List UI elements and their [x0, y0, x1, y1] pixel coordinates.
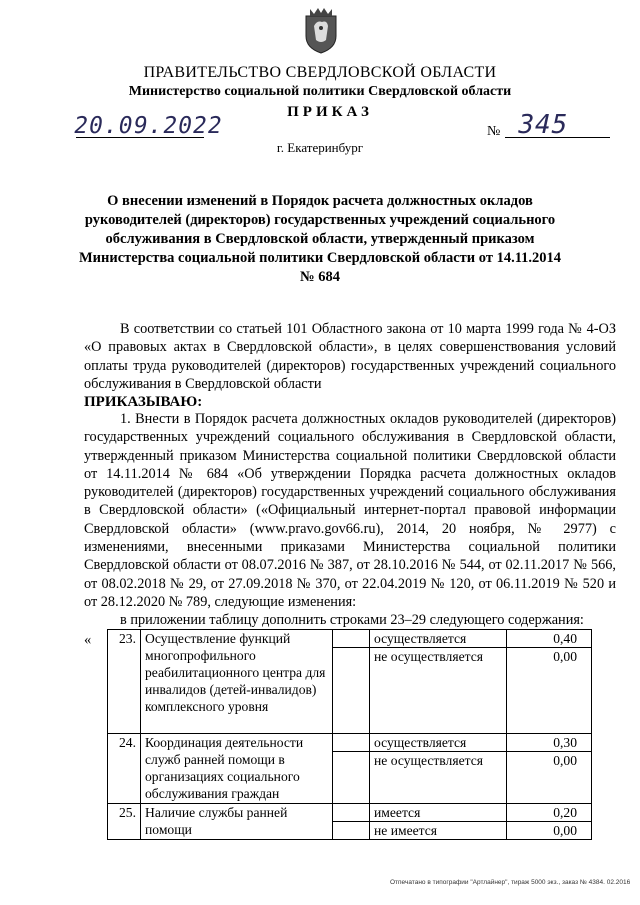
row-coefficient: 0,00	[507, 752, 592, 804]
row-coefficient: 0,00	[507, 648, 592, 734]
order-number: 345	[514, 110, 572, 140]
blank-cell	[333, 804, 370, 822]
blank-cell	[333, 648, 370, 734]
government-title: ПРАВИТЕЛЬСТВО СВЕРДЛОВСКОЙ ОБЛАСТИ	[143, 64, 497, 81]
blank-cell	[333, 822, 370, 840]
row-number: 24.	[108, 734, 141, 804]
opening-quote: «	[84, 632, 92, 648]
row-description: Наличие службы ранней помощи	[141, 804, 333, 840]
table-row	[108, 734, 592, 752]
number-sign: №	[487, 124, 501, 139]
intro-paragraph: В соответствии со статьей 101 Областного закона от 10 марта 1999 года № 4-ОЗ «О правовых актах в Свердловской области», в целях совершенствования условий оплаты труда руководителей (директоров) государственных учреждений социального обслуживания в Свердловской области	[84, 321, 616, 392]
ministry-name: Министерство социальной политики Свердловской области	[128, 84, 512, 99]
row-description: Осуществление функций многопрофильного реабилитационного центра для инвалидов (детей-инвалидов) комплексного уровня	[141, 630, 333, 734]
print-footer: Отпечатано в типографии "Артлайнер", тираж 5000 экз., заказ № 4384. 02.2016	[390, 879, 631, 886]
row-number: 25.	[108, 804, 141, 840]
row-status: осуществляется	[370, 630, 507, 648]
city: г. Екатеринбург	[276, 140, 364, 155]
row-status: не имеется	[370, 822, 507, 840]
prikazyvayu-heading: ПРИКАЗЫВАЮ:	[84, 394, 203, 410]
table-row	[108, 630, 592, 648]
row-number: 23.	[108, 630, 141, 734]
row-status: имеется	[370, 804, 507, 822]
table-row	[108, 804, 592, 822]
order-date: 20.09.2022	[71, 113, 225, 139]
number-underline	[505, 137, 610, 138]
blank-cell	[333, 752, 370, 804]
blank-cell	[333, 630, 370, 648]
row-status: осуществляется	[370, 734, 507, 752]
item-1-paragraph: 1. Внести в Порядок расчета должностных окладов руководителей (директоров) государственных учреждений социального обслуживания в Свердловской области, утвержденный приказом Министерства социальной политики Свердловской области от 14.11.2014 № 684 «Об утверждении Порядка расчета должностных окладов руководителей (директоров) государственных учреждений социального обслуживания в Свердловской области» («Официальный интернет-портал правовой информации Свердловской области» (www.pravo.gov66.ru), 2014, 20 ноября, № 2977) с изменениями, внесенными приказами Министерства социальной политики Свердловской области от 08.07.2016 № 387, от 28.10.2016 № 544, от 02.11.2017 № 566, от 08.02.2018 № 29, от 27.09.2018 № 370, от 22.04.2019 № 120, от 06.11.2019 № 520 и от 28.12.2020 № 789, следующие изменения:	[84, 411, 616, 610]
row-description: Координация деятельности служб ранней помощи в организациях социального обслуживания граждан	[141, 734, 333, 804]
table-lead-paragraph: в приложении таблицу дополнить строками 23–29 следующего содержания:	[120, 612, 584, 628]
document-title: О внесении изменений в Порядок расчета должностных окладов руководителей (директоров) государственных учреждений социального обслуживания в Свердловской области, утвержденный приказом Министерства социальной политики Свердловской области от 14.11.2014 № 684	[78, 193, 562, 285]
row-status: не осуществляется	[370, 648, 507, 734]
row-coefficient: 0,20	[507, 804, 592, 822]
row-coefficient: 0,30	[507, 734, 592, 752]
blank-cell	[333, 734, 370, 752]
row-status: не осуществляется	[370, 752, 507, 804]
date-underline	[76, 137, 204, 138]
row-coefficient: 0,00	[507, 822, 592, 840]
amendment-table	[107, 629, 592, 840]
order-heading: ПРИКАЗ	[287, 104, 373, 120]
coat-of-arms-icon	[302, 6, 340, 54]
row-coefficient: 0,40	[507, 630, 592, 648]
